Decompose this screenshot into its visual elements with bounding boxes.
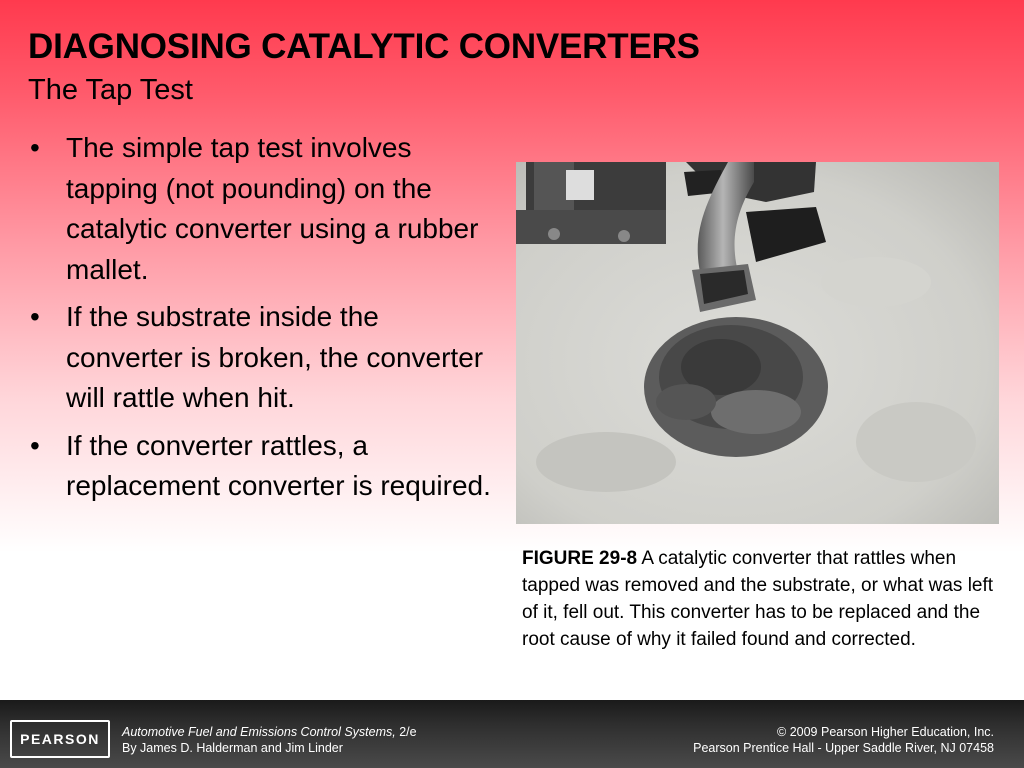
copyright: © 2009 Pearson Higher Education, Inc. [777, 725, 994, 739]
figure-label: FIGURE 29-8 [522, 548, 638, 569]
footer-publisher-info [693, 724, 994, 756]
bullet-text: The simple tap test involves tapping (not pounding) on the catalytic converter using a rubber mallet. [66, 132, 479, 285]
bullet-item [30, 297, 500, 419]
bullet-item [30, 128, 500, 290]
figure-photo [516, 162, 999, 524]
bullet-list [30, 128, 500, 514]
bullet-text: If the converter rattles, a replacement converter is required. [66, 429, 491, 501]
slide-subtitle: The Tap Test [28, 74, 193, 106]
book-edition: 2/e [395, 725, 417, 739]
bullet-text: If the substrate inside the converter is broken, the converter will rattle when hit. [66, 301, 484, 413]
figure-caption [522, 545, 1012, 653]
bullet-marker: • [30, 429, 40, 461]
bullet-marker: • [30, 301, 40, 332]
book-title: Automotive Fuel and Emissions Control Systems, [122, 725, 396, 739]
publisher: Pearson Prentice Hall - Upper Saddle River, NJ 07458 [693, 741, 994, 755]
figure-caption-text: A catalytic converter that rattles when tapped was removed and the substrate, or what was left of it, fell out. This converter has to be replaced and the root cause of why it failed found and corrected. [522, 548, 994, 650]
footer-book-info [122, 724, 417, 756]
footer-bar [0, 700, 1024, 768]
bullet-marker: • [30, 132, 40, 163]
slide-title: DIAGNOSING CATALYTIC CONVERTERS [28, 27, 700, 66]
bullet-item [30, 426, 500, 507]
pearson-logo: PEARSON [10, 720, 110, 758]
book-authors: By James D. Halderman and Jim Linder [122, 741, 343, 755]
